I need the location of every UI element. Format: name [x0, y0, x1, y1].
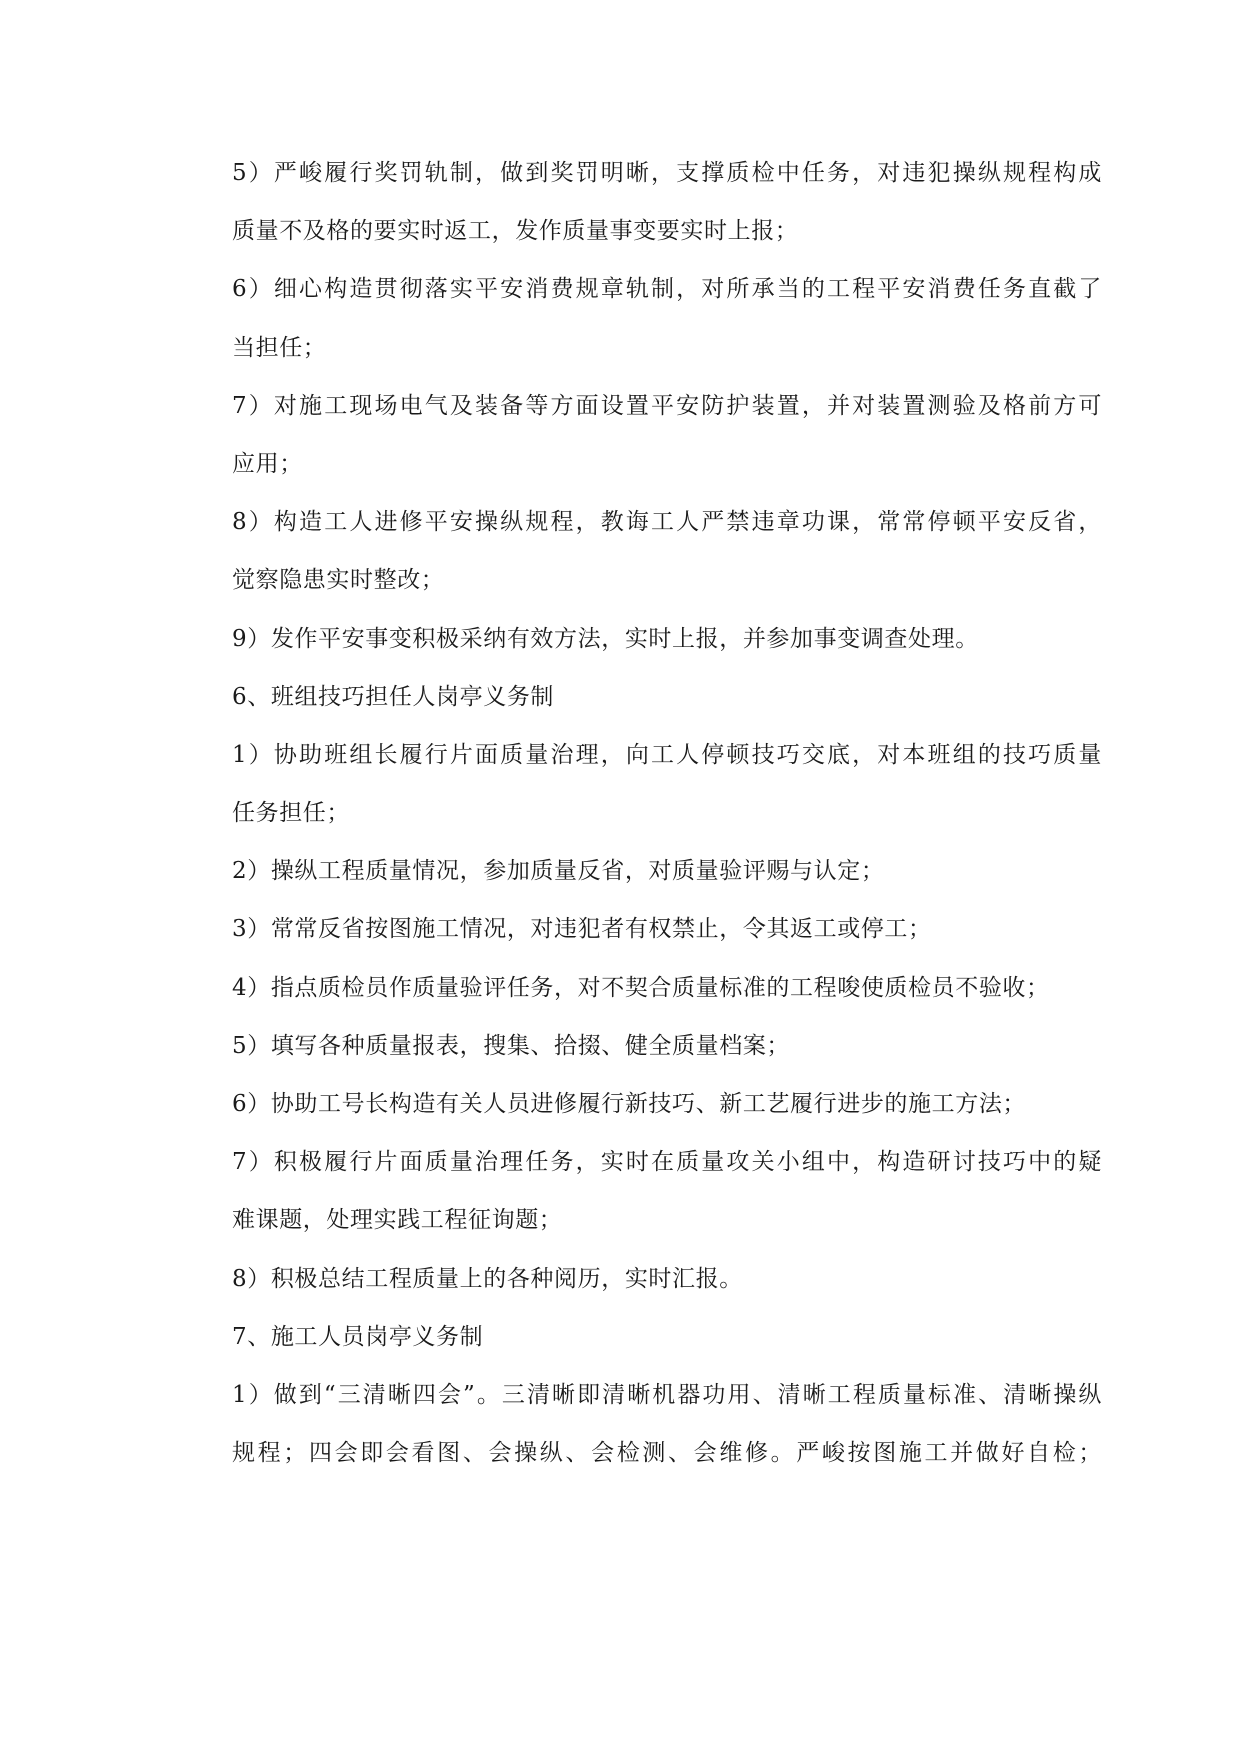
text-line: 4）指点质检员作质量验评任务，对不契合质量标准的工程唆使质检员不验收； [232, 974, 1050, 1001]
text-line: 8）积极总结工程质量上的各种阅历，实时汇报。 [232, 1265, 743, 1292]
text-line: 5）严峻履行奖罚轨制，做到奖罚明晰，支撑质检中任务，对违犯操纵规程构成 [232, 160, 1102, 186]
text-line: 6）细心构造贯彻落实平安消费规章轨制，对所承当的工程平安消费任务直截了 [232, 276, 1102, 303]
text-line: 任务担任； [232, 800, 350, 827]
text-line: 规程；四会即会看图、会操纵、会检测、会维修。严峻按图施工并做好自检； [232, 1440, 1102, 1467]
text-line: 1）做到“三清晰四会”。三清晰即清晰机器功用、清晰工程质量标准、清晰操纵 [232, 1381, 1102, 1408]
text-line: 9）发作平安事变积极采纳有效方法，实时上报，并参加事变调查处理。 [232, 625, 979, 652]
document-body [232, 158, 1102, 1496]
section-heading: 6、班组技巧担任人岗亭义务制 [232, 683, 555, 710]
text-line: 质量不及格的要实时返工，发作质量事变要实时上报； [232, 218, 799, 245]
text-line: 当担任； [232, 334, 327, 361]
text-line: 2）操纵工程质量情况，参加质量反省，对质量验评赐与认定； [232, 858, 885, 885]
text-line: 1）协助班组长履行片面质量治理，向工人停顿技巧交底，对本班组的技巧质量 [232, 741, 1102, 768]
text-line: 难课题，处理实践工程征询题； [232, 1207, 563, 1234]
section-heading: 7、施工人员岗亭义务制 [232, 1323, 484, 1350]
text-line: 8）构造工人进修平安操纵规程，教诲工人严禁违章功课，常常停顿平安反省， [232, 509, 1102, 536]
text-line: 5）填写各种质量报表，搜集、拾掇、健全质量档案； [232, 1032, 791, 1059]
text-line: 觉察隐患实时整改； [232, 567, 445, 594]
text-line: 7）对施工现场电气及装备等方面设置平安防护装置，并对装置测验及格前方可 [232, 392, 1102, 419]
text-line: 7）积极履行片面质量治理任务，实时在质量攻关小组中，构造研讨技巧中的疑 [232, 1149, 1102, 1176]
text-line: 应用； [232, 450, 303, 477]
text-line: 6）协助工号长构造有关人员进修履行新技巧、新工艺履行进步的施工方法； [232, 1091, 1027, 1117]
text-line: 3）常常反省按图施工情况，对违犯者有权禁止，令其返工或停工； [232, 916, 932, 943]
